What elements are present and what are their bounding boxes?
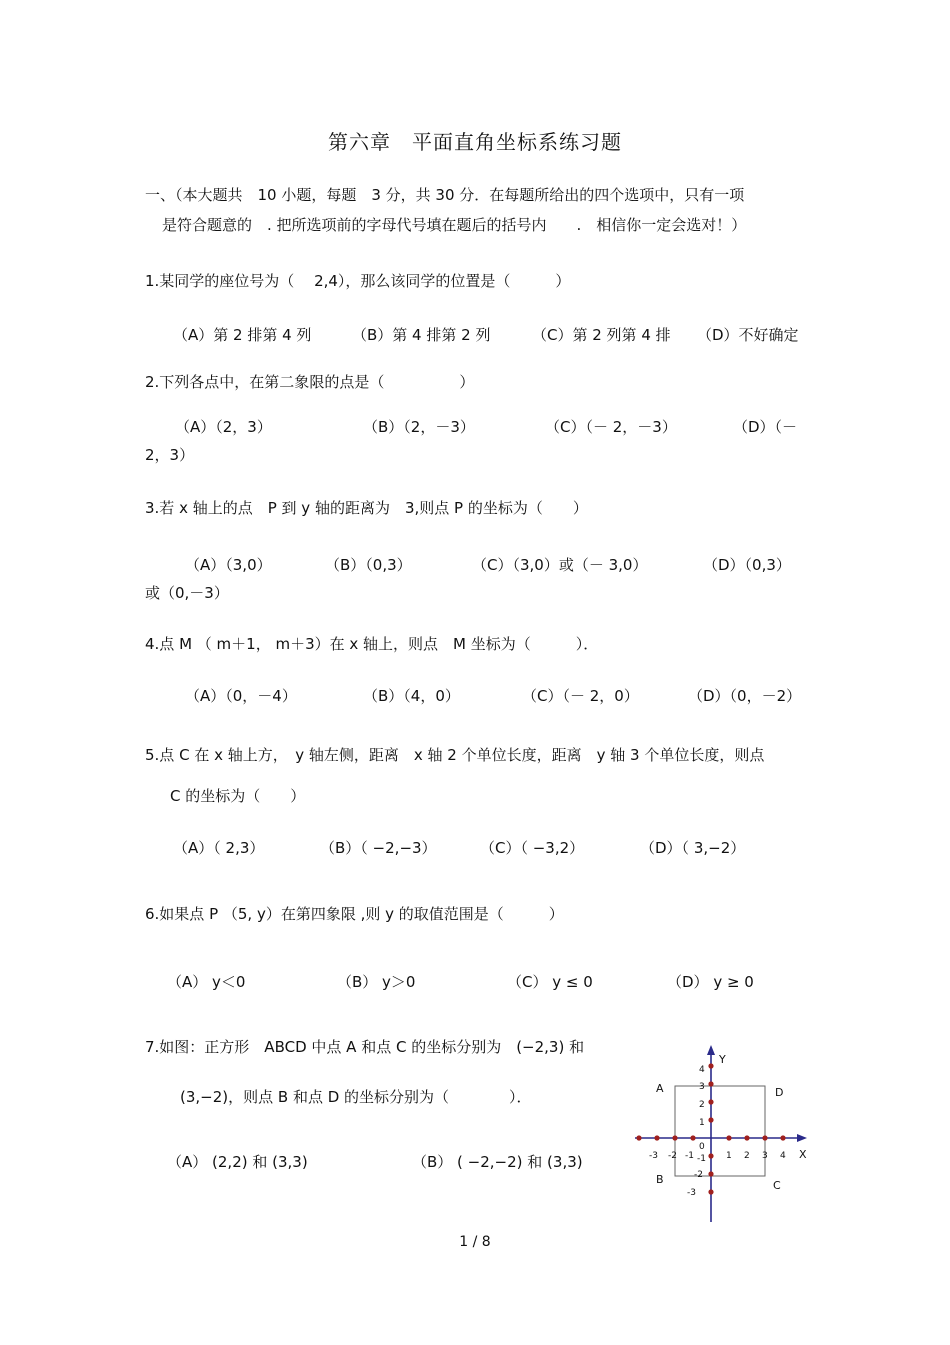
question-3-option-a: （A）（3,0） bbox=[185, 556, 272, 574]
x-axis-label: X bbox=[799, 1148, 807, 1161]
question-3-stem: 3.若 x 轴上的点 P 到 y 轴的距离为 3,则点 P 的坐标为（ ） bbox=[145, 499, 588, 517]
question-5-option-d: （D）（ 3,−2） bbox=[640, 839, 746, 857]
x-tick-label: -3 bbox=[649, 1151, 658, 1161]
axis-dot bbox=[708, 1081, 713, 1086]
question-5-stem-2: C 的坐标为（ ） bbox=[170, 787, 306, 805]
question-2-option-d-wrap: 2，3） bbox=[145, 446, 195, 464]
y-tick-label: 2 bbox=[699, 1100, 705, 1110]
y-tick-label: 3 bbox=[699, 1082, 705, 1092]
question-6-option-b: （B） y＞0 bbox=[337, 973, 416, 991]
axis-dot bbox=[654, 1135, 659, 1140]
axis-dot bbox=[708, 1189, 713, 1194]
question-2-option-b: （B）（2，－3） bbox=[363, 418, 475, 436]
question-4-option-b: （B）（4，0） bbox=[363, 687, 460, 705]
question-5-option-a: （A）（ 2,3） bbox=[173, 839, 265, 857]
y-tick-label: -2 bbox=[694, 1170, 703, 1180]
question-5-option-c: （C）（ −3,2） bbox=[480, 839, 585, 857]
axis-dot bbox=[708, 1117, 713, 1122]
y-axis-label: Y bbox=[719, 1053, 726, 1066]
question-2-option-c: （C）（－ 2，－3） bbox=[545, 418, 677, 436]
question-6-option-d: （D） y ≥ 0 bbox=[667, 973, 754, 991]
intro-line-2: 是符合题意的 . 把所选项前的字母代号填在题后的括号内 . 相信你一定会选对！） bbox=[162, 216, 747, 234]
question-6-option-a: （A） y＜0 bbox=[167, 973, 246, 991]
x-tick-label: 4 bbox=[780, 1151, 786, 1161]
question-4-option-c: （C）（－ 2，0） bbox=[522, 687, 639, 705]
origin-label: 0 bbox=[699, 1142, 705, 1152]
question-3-option-c: （C）（3,0）或（－ 3,0） bbox=[472, 556, 648, 574]
point-label-b: B bbox=[656, 1173, 664, 1186]
question-3-option-d: （D）（0,3） bbox=[703, 556, 791, 574]
question-1-option-b: （B）第 4 排第 2 列 bbox=[352, 326, 491, 344]
point-label-d: D bbox=[775, 1086, 784, 1099]
axis-dot bbox=[726, 1135, 731, 1140]
page-number: 1 / 8 bbox=[459, 1234, 491, 1250]
question-3-option-b: （B）（0,3） bbox=[325, 556, 412, 574]
axis-dot bbox=[690, 1135, 695, 1140]
question-4-option-a: （A）（0，－4） bbox=[185, 687, 297, 705]
y-tick-label: 1 bbox=[699, 1118, 705, 1128]
x-tick-label: 1 bbox=[726, 1151, 732, 1161]
question-7-stem: 7.如图：正方形 ABCD 中点 A 和点 C 的坐标分别为 (−2,3) 和 bbox=[145, 1038, 585, 1056]
question-1-stem: 1.某同学的座位号为（ 2,4），那么该同学的位置是（ ） bbox=[145, 272, 571, 290]
x-tick-label: -2 bbox=[668, 1151, 677, 1161]
question-1-option-c: （C）第 2 列第 4 排 bbox=[532, 326, 671, 344]
axis-dot bbox=[780, 1135, 785, 1140]
question-1-option-d: （D）不好确定 bbox=[697, 326, 799, 344]
question-3-option-d-wrap: 或（0,－3） bbox=[145, 584, 229, 602]
question-7-stem-2: (3,−2)，则点 B 和点 D 的坐标分别为（ ）． bbox=[180, 1088, 532, 1106]
axis-dot bbox=[636, 1135, 641, 1140]
question-6-stem: 6.如果点 P （5, y）在第四象限 ,则 y 的取值范围是（ ） bbox=[145, 905, 564, 923]
axis-dot bbox=[744, 1135, 749, 1140]
axis-dot bbox=[762, 1135, 767, 1140]
y-axis-arrow bbox=[707, 1045, 715, 1055]
question-4-stem: 4.点 M （ m＋1， m＋3）在 x 轴上，则点 M 坐标为（ ）． bbox=[145, 635, 599, 653]
point-label-a: A bbox=[656, 1082, 664, 1095]
question-5-stem: 5.点 C 在 x 轴上方， y 轴左侧，距离 x 轴 2 个单位长度，距离 y 轴 3 个单位长度，则点 bbox=[145, 746, 765, 764]
question-4-option-d: （D）（0，－2） bbox=[688, 687, 802, 705]
coordinate-figure bbox=[625, 1040, 820, 1230]
square-abcd bbox=[675, 1086, 765, 1176]
question-2-stem: 2.下列各点中，在第二象限的点是（ ） bbox=[145, 373, 475, 391]
question-2-option-a: （A）（2，3） bbox=[175, 418, 272, 436]
axis-dot bbox=[708, 1099, 713, 1104]
x-tick-label: 2 bbox=[744, 1151, 750, 1161]
question-7-option-a: （A） (2,2) 和 (3,3) bbox=[167, 1153, 308, 1171]
point-label-c: C bbox=[773, 1179, 781, 1192]
axis-dot bbox=[708, 1171, 713, 1176]
question-6-option-c: （C） y ≤ 0 bbox=[507, 973, 593, 991]
axis-dot bbox=[708, 1063, 713, 1068]
intro-line-1: 一、（本大题共 10 小题，每题 3 分，共 30 分．在每题所给出的四个选项中，只有一项 bbox=[145, 186, 745, 204]
x-axis-arrow bbox=[797, 1134, 807, 1142]
axis-dot bbox=[672, 1135, 677, 1140]
y-tick-label: -1 bbox=[697, 1154, 706, 1164]
page-title: 第六章 平面直角坐标系练习题 bbox=[328, 130, 622, 154]
y-tick-label: 4 bbox=[699, 1065, 705, 1075]
x-tick-label: -1 bbox=[685, 1151, 694, 1161]
question-7-option-b: （B） ( −2,−2) 和 (3,3) bbox=[412, 1153, 583, 1171]
y-tick-label: -3 bbox=[687, 1188, 696, 1198]
x-tick-label: 3 bbox=[762, 1151, 768, 1161]
question-2-option-d: （D）（－ bbox=[733, 418, 798, 436]
question-1-option-a: （A）第 2 排第 4 列 bbox=[173, 326, 312, 344]
axis-dot bbox=[708, 1153, 713, 1158]
question-5-option-b: （B）（ −2,−3） bbox=[320, 839, 437, 857]
